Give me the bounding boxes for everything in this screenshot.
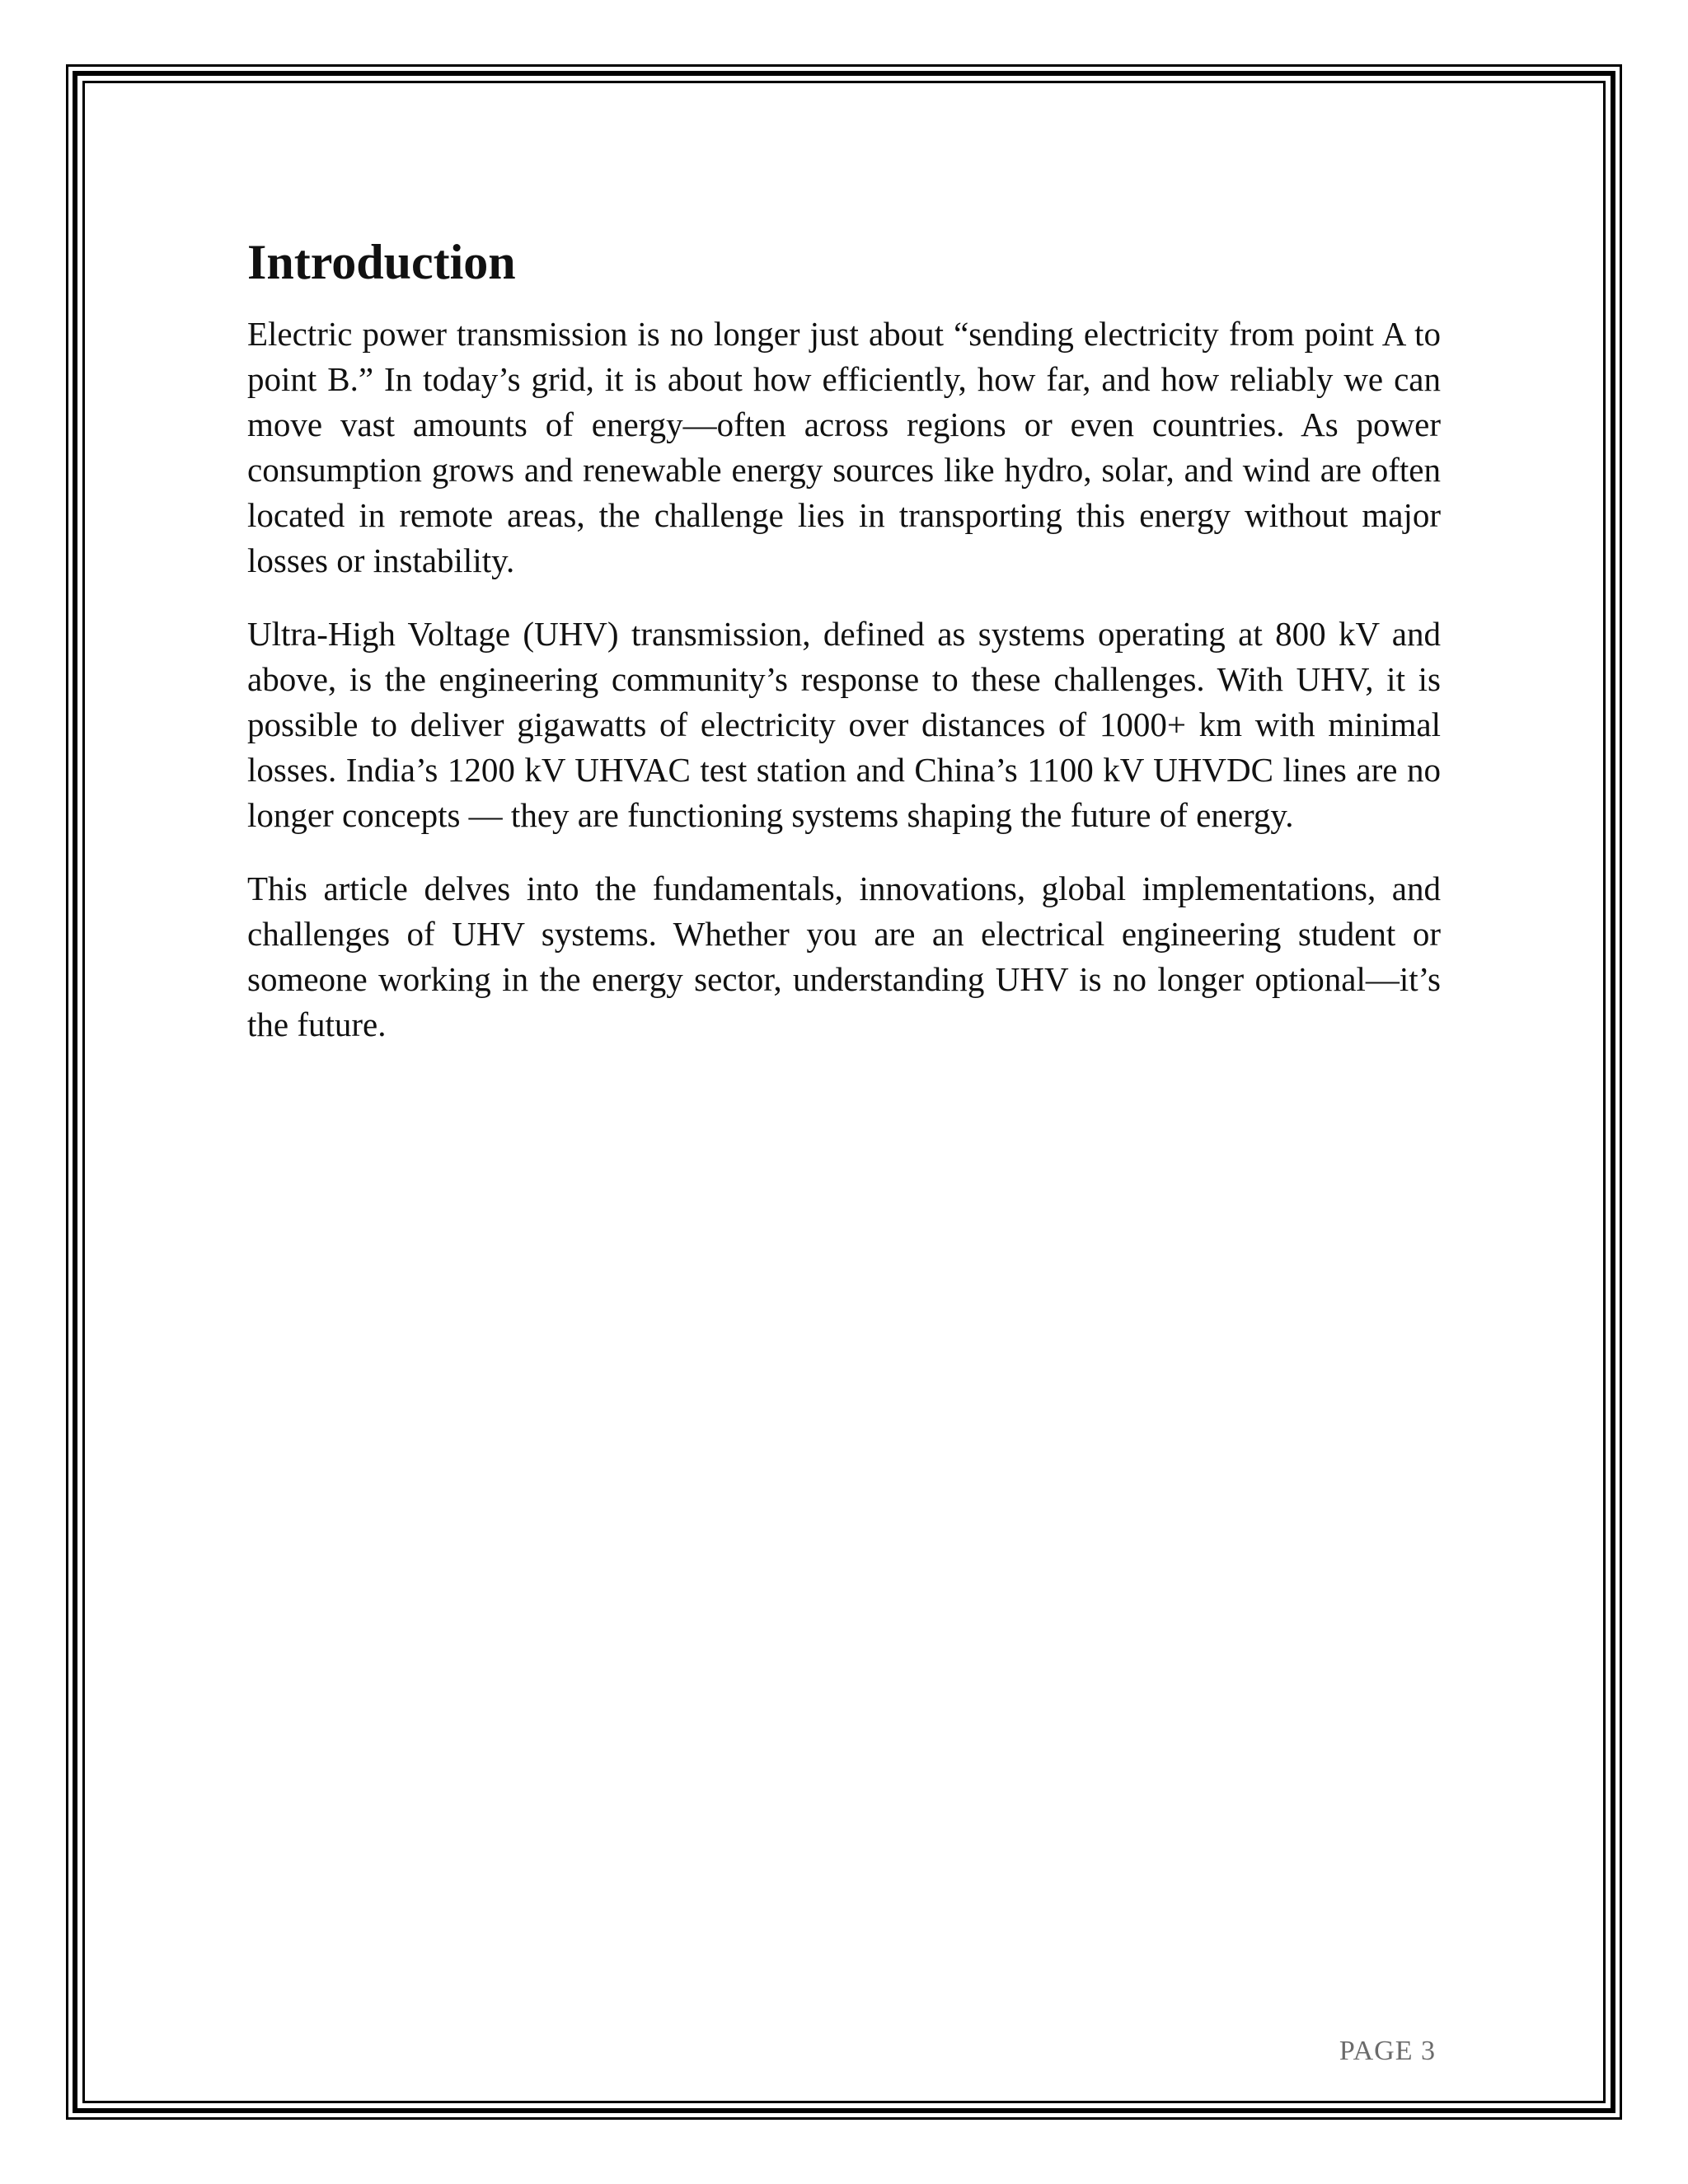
- paragraph-1: Electric power transmission is no longer just about “sending electricity from point A to point B.” In today’s grid, it is about how efficiently, how far, and how reliably we can move vast amounts of energy—often across regions or even countries. As power consumption grows and renewable energy sources like hydro, solar, and wind are often located in remote areas, the challenge lies in transporting this energy without major losses or instability.: [247, 315, 1441, 579]
- page-content: [247, 232, 1441, 1076]
- section-heading: Introduction: [247, 235, 516, 289]
- page-number: PAGE 3: [1339, 2036, 1436, 2066]
- paragraph-2: Ultra-High Voltage (UHV) transmission, defined as systems operating at 800 kV and above, is the engineering community’s response to these challenges. With UHV, it is possible to deliver gigawatts of electricity over distances of 1000+ km with minimal losses. India’s 1200 kV UHVAC test station and China’s 1100 kV UHVDC lines are no longer concepts — they are functioning systems shaping the future of energy.: [247, 615, 1441, 834]
- paragraph-3: This article delves into the fundamentals, innovations, global implementations, and challenges of UHV systems. Whether you are an electrical engineering student or someone working in the energy sector, understanding UHV is no longer optional—it’s the future.: [247, 869, 1441, 1043]
